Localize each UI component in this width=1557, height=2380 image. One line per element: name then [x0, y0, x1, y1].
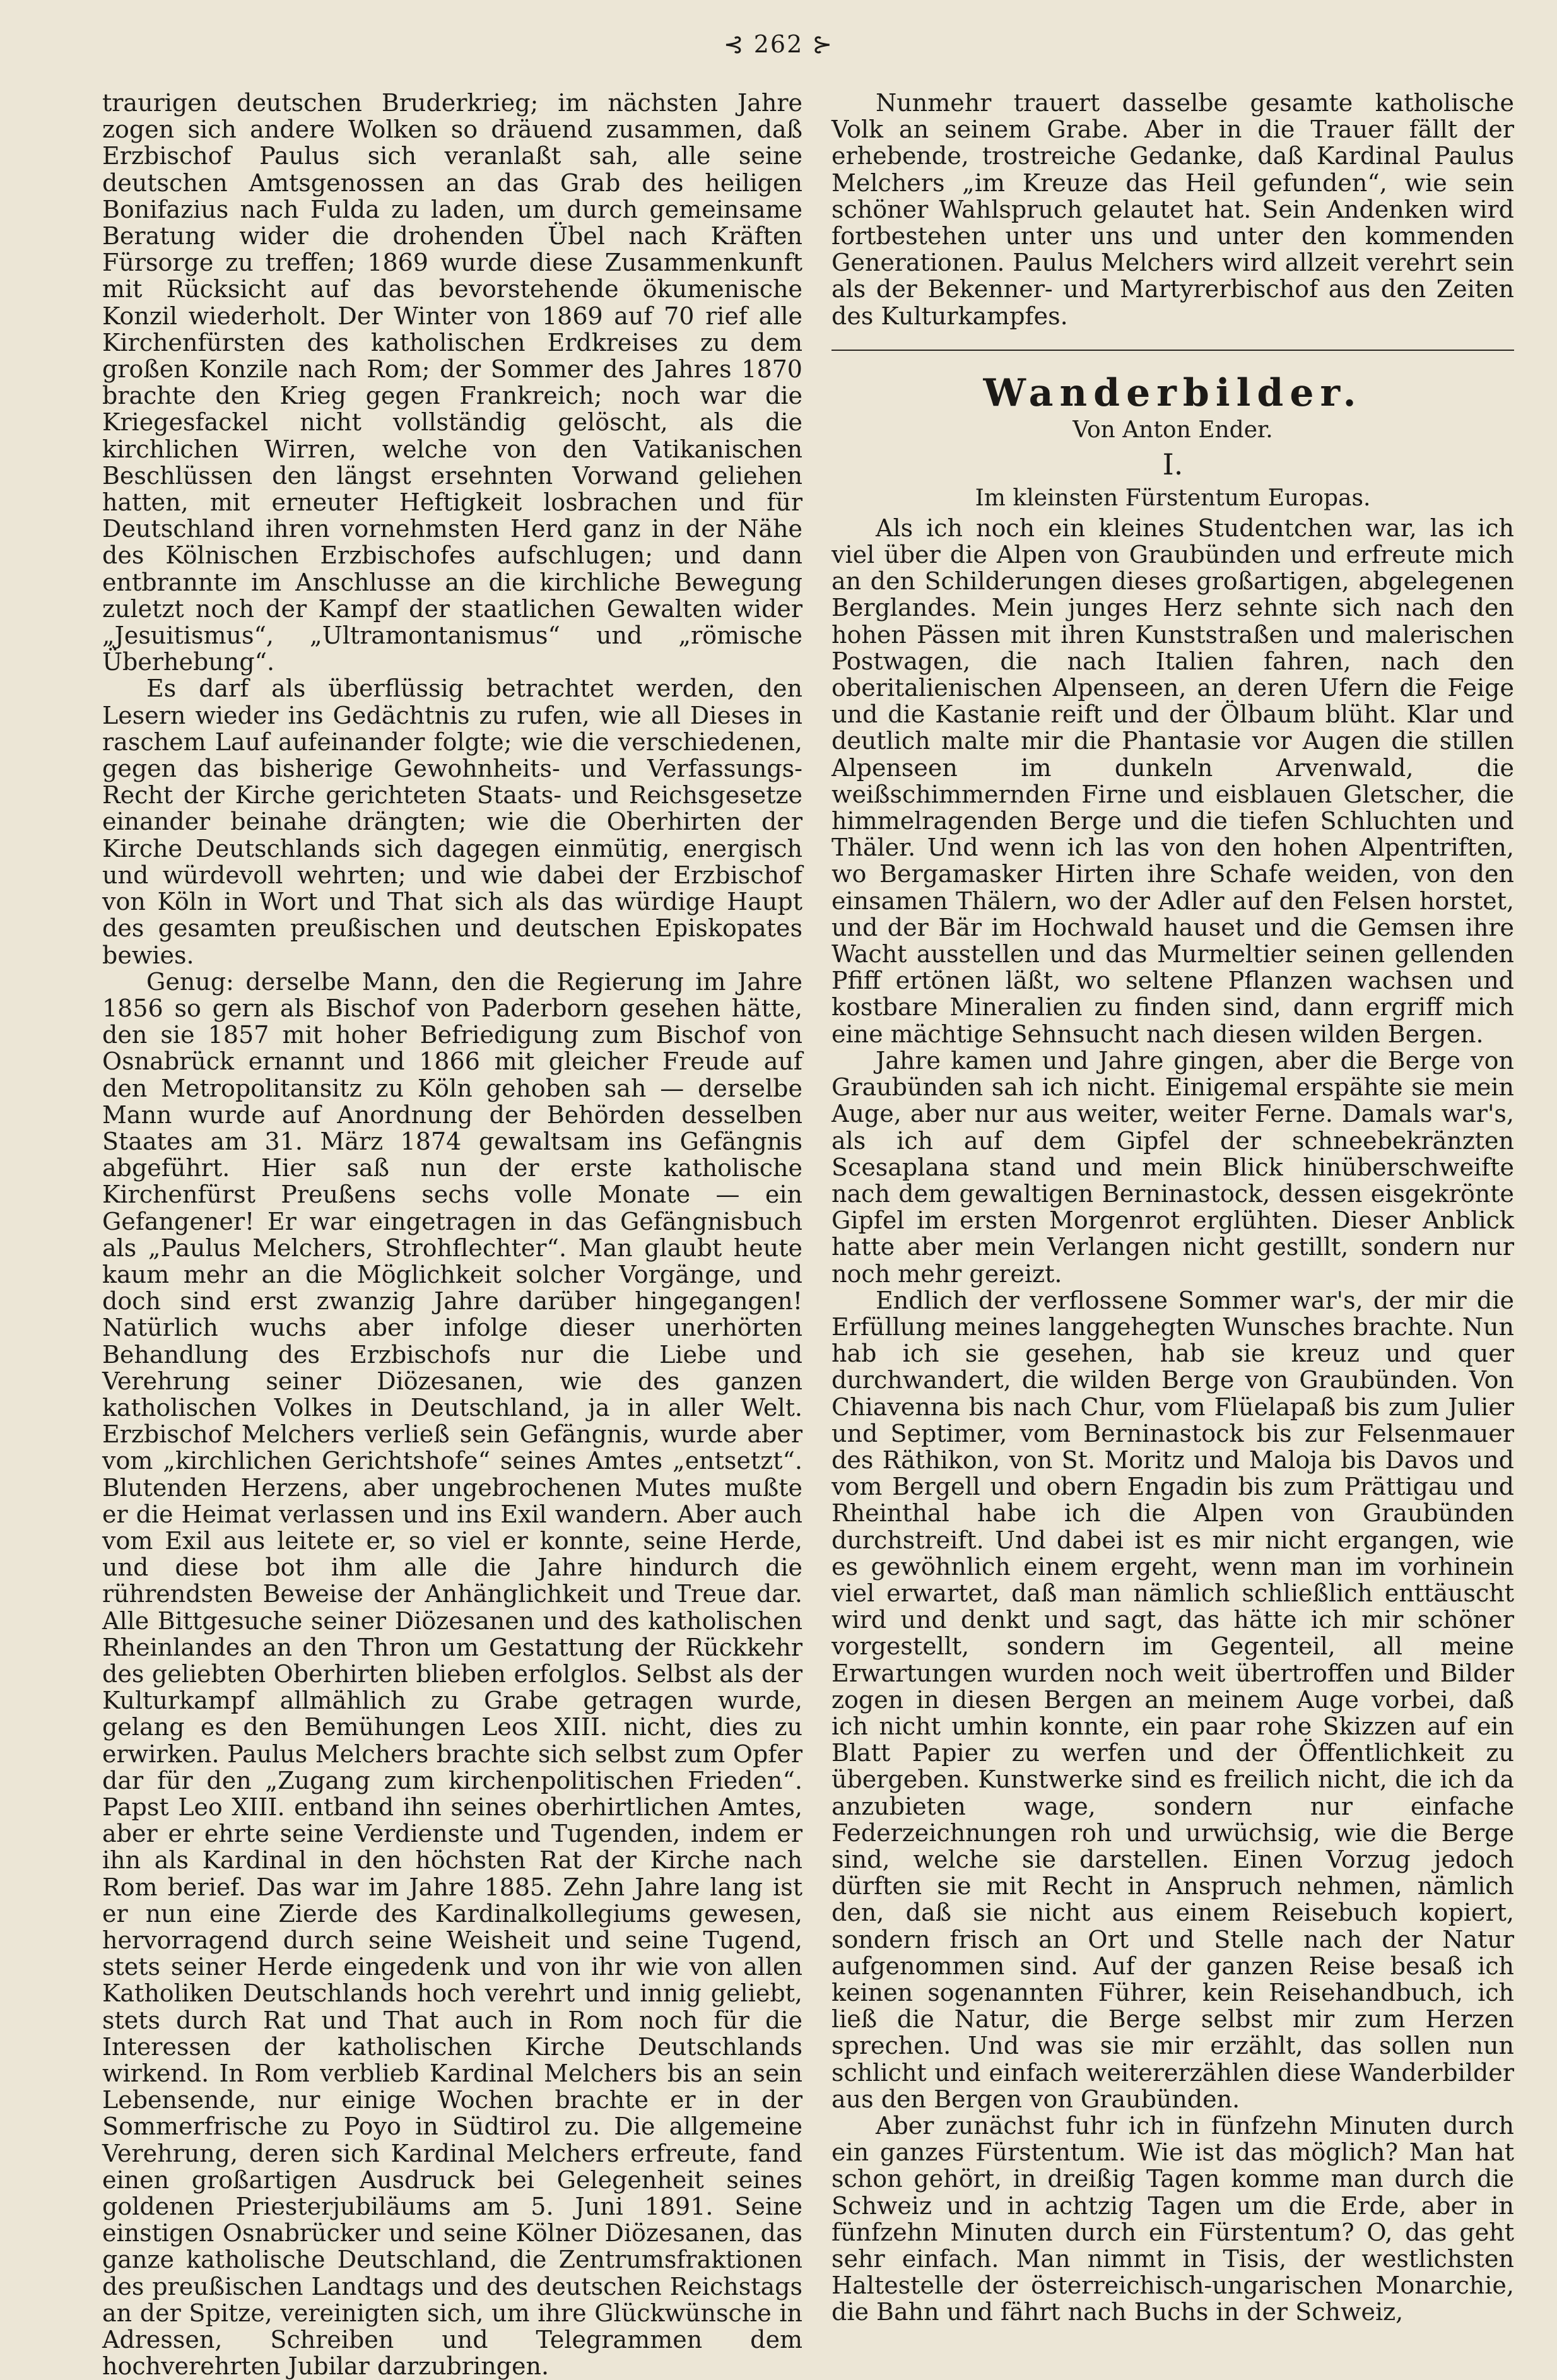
page-header: [0, 30, 1557, 58]
paragraph: Es darf als überflüssig betrachtet werden, den Lesern wieder ins Gedächtnis zu rufen, wie all Dieses in raschem Lauf aufeinander folgte; wie die verschiedenen, gegen das bisherige Gewohnheits- und Verfassungs-Recht der Kirche gerichteten Staats- und Reichsgesetze einander beinahe drängten; wie die Oberhirten der Kirche Deutschlands sich dagegen einmütig, energisch und würdevoll wehrten; und wie dabei der Erzbischof von Köln in Wort und That sich als das würdige Haupt des gesamten preußischen und deutschen Episkopates bewies.: [102, 675, 802, 969]
right-column: [831, 90, 1514, 2326]
paragraph: Als ich noch ein kleines Studentchen war, las ich viel über die Alpen von Graubünden und erfreute mich an den Schilderungen dieses großartigen, abgelegenen Berglandes. Mein junges Herz sehnte sich nach den hohen Pässen mit ihren Kunststraßen und malerischen Postwagen, die nach Italien fahren, nach den oberitalienischen Alpenseen, an deren Ufern die Feige und die Kastanie reift und der Ölbaum blüht. Klar und deutlich malte mir die Phantasie vor Augen die stillen Alpenseen im dunkeln Arvenwald, die weißschimmernden Firne und eisblauen Gletscher, die himmelragenden Berge und die tiefen Schluchten und Thäler. Und wenn ich las von den hohen Alpentriften, wo Bergamasker Hirten ihre Schafe weiden, von den einsamen Thälern, wo der Adler auf den Felsen horstet, und der Bär im Hochwald hauset und die Gemsen ihre Wacht ausstellen und das Murmeltier seinen gellenden Pfiff ertönen läßt, wo seltene Pflanzen wachsen und kostbare Mineralien zu finden sind, dann ergriff mich eine mächtige Sehnsucht nach diesen wilden Bergen.: [831, 514, 1514, 1048]
section-numeral: I.: [1162, 447, 1184, 481]
paragraph: Jahre kamen und Jahre gingen, aber die Berge von Graubünden sah ich nicht. Einigemal erspähte sie mein Auge, aber nur aus weiter, weiter Ferne. Damals war's, als ich auf dem Gipfel der schneebekränzten Scesaplana stand und mein Blick hinüberschweifte nach dem gewaltigen Berninastock, dessen eisgekrönte Gipfel im ersten Morgenrot erglühten. Dieser Anblick hatte aber mein Verlangen nicht gestillt, sondern nur noch mehr gereizt.: [831, 1046, 1514, 1288]
header-ornament-left: ⊰: [723, 30, 754, 58]
section-divider: [831, 350, 1514, 351]
paragraph: Aber zunächst fuhr ich in fünfzehn Minuten durch ein ganzes Fürstentum. Wie ist das möglich? Man hat schon gehört, in dreißig Tagen komme man durch die Schweiz und in achtzig Tagen um die Erde, aber in fünfzehn Minuten durch ein Fürstentum? O, das geht sehr einfach. Man nimmt in Tisis, der westlichsten Haltestelle der österreichisch-ungarischen Monarchie, die Bahn und fährt nach Buchs in der Schweiz,: [831, 2112, 1514, 2326]
paragraph: Genug: derselbe Mann, den die Regierung im Jahre 1856 so gern als Bischof von Paderborn gesehen hätte, den sie 1857 mit hoher Befriedigung zum Bischof von Osnabrück ernannt und 1866 mit gleicher Freude auf den Metropolitansitz zu Köln gehoben sah — derselbe Mann wurde auf Anordnung der Behörden desselben Staates am 31. März 1874 gewaltsam ins Gefängnis abgeführt. Hier saß nun der erste katholische Kirchenfürst Preußens sechs volle Monate — ein Gefangener! Er war eingetragen in das Gefängnisbuch als „Paulus Melchers, Strohflechter“. Man glaubt heute kaum mehr an die Möglichkeit solcher Vorgänge, und doch sind erst zwanzig Jahre darüber hingegangen! Natürlich wuchs aber infolge dieser unerhörten Behandlung des Erzbischofs nur die Liebe und Verehrung seiner Diözesanen, wie des ganzen katholischen Volkes in Deutschland, ja in aller Welt. Erzbischof Melchers verließ sein Gefängnis, wurde aber vom „kirchlichen Gerichtshofe“ seines Amtes „entsetzt“. Blutenden Herzens, aber ungebrochenen Mutes mußte er die Heimat verlassen und ins Exil wandern. Aber auch vom Exil aus leitete er, so viel er konnte, seine Herde, und diese bot ihm alle die Jahre hindurch die rührendsten Beweise der Anhänglichkeit und Treue dar. Alle Bittgesuche seiner Diözesanen und des katholischen Rheinlandes an den Thron um Gestattung der Rückkehr des geliebten Oberhirten blieben erfolglos. Selbst als der Kulturkampf allmählich zu Grabe getragen wurde, gelang es den Bemühungen Leos XIII. nicht, dies zu erwirken. Paulus Melchers brachte sich selbst zum Opfer dar für den „Zugang zum kirchenpolitischen Frieden“. Papst Leo XIII. entband ihn seines oberhirtlichen Amtes, aber er ehrte seine Verdienste und Tugenden, indem er ihn als Kardinal in den höchsten Rat der Kirche nach Rom berief. Das war im Jahre 1885. Zehn Jahre lang ist er nun eine Zierde des Kardinalkollegiums gewesen, hervorragend durch seine Weisheit und seine Tugend, stets seiner Herde eingedenk und von ihr wie von allen Katholiken Deutschlands hoch verehrt und innig geliebt, stets durch Rat und That auch in Rom noch für die Interessen der katholischen Kirche Deutschlands wirkend. In Rom verblieb Kardinal Melchers bis an sein Lebensende, nur einige Wochen brachte er in der Sommerfrische zu Poyo in Südtirol zu. Die allgemeine Verehrung, deren sich Kardinal Melchers erfreute, fand einen großartigen Ausdruck bei Gelegenheit seines goldenen Priesterjubiläums am 5. Juni 1891. Seine einstigen Osnabrücker und seine Kölner Diözesanen, das ganze katholische Deutschland, die Zentrumsfraktionen des preußischen Landtags und des deutschen Reichstags an der Spitze, vereinigten sich, um ihre Glückwünsche in Adressen, Schreiben und Telegrammen dem hochverehrten Jubilar darzubringen.: [102, 967, 802, 2380]
paragraph: Nunmehr trauert dasselbe gesamte katholische Volk an seinem Grabe. Aber in die Trauer fällt der erhebende, trostreiche Gedanke, daß Kardinal Paulus Melchers „im Kreuze das Heil gefunden“, wie sein schöner Wahlspruch gelautet hat. Sein Andenken wird fortbestehen unter uns und unter den kommenden Generationen. Paulus Melchers wird allzeit verehrt sein als der Bekenner- und Martyrerbischof aus den Zeiten des Kulturkampfes.: [831, 89, 1514, 330]
page-number: 262: [753, 30, 804, 58]
paragraph: Endlich der verflossene Sommer war's, der mir die Erfüllung meines langgehegten Wunsches brachte. Nun hab ich sie gesehen, hab sie kreuz und quer durchwandert, die wilden Berge von Graubünden. Von Chiavenna bis nach Chur, vom Flüelapaß bis zum Julier und Septimer, vom Berninastock bis zur Felsenmauer des Räthikon, von St. Moritz und Maloja bis Davos und vom Bergell und obern Engadin bis zum Prättigau und Rheinthal habe ich die Alpen von Graubünden durchstreift. Und dabei ist es mir nicht ergangen, wie es gewöhnlich einem ergeht, wenn man im vorhinein viel erwartet, daß man nämlich schließlich enttäuscht wird und denkt und sagt, das hätte ich mir schöner vorgestellt, sondern im Gegenteil, all meine Erwartungen wurden noch weit übertroffen und Bilder zogen in diesen Bergen an meinem Auge vorbei, daß ich nicht umhin konnte, ein paar rohe Skizzen auf ein Blatt Papier zu werfen und der Öffentlichkeit zu übergeben. Kunstwerke sind es freilich nicht, die ich da anzubieten wage, sondern nur einfache Federzeichnungen roh und urwüchsig, wie die Berge sind, welche sie darstellen. Einen Vorzug jedoch dürften sie mit Recht in Anspruch nehmen, nämlich den, daß sie nicht aus einem Reisebuch kopiert, sondern frisch an Ort und Stelle nach der Natur aufgenommen sind. Auf der ganzen Reise besaß ich keinen sogenannten Führer, kein Reisehandbuch, ich ließ die Natur, die Berge selbst mir zum Herzen sprechen. Und was sie mir erzählt, das sollen nun schlicht und einfach weitererzählen diese Wanderbilder aus den Bergen von Graubünden.: [831, 1286, 1514, 2113]
header-ornament-right: ⊱: [803, 30, 834, 58]
section-title: Im kleinsten Fürstentum Europas.: [975, 485, 1371, 511]
left-column: [102, 90, 802, 2379]
article-byline: Von Anton Ender.: [1072, 416, 1273, 443]
article-title: Wanderbilder.: [983, 370, 1363, 415]
paragraph: traurigen deutschen Bruderkrieg; im nächsten Jahre zogen sich andere Wolken so dräuend zusammen, daß Erzbischof Paulus sich veranlaßt sah, alle seine deutschen Amtsgenossen an das Grab des heiligen Bonifazius nach Fulda zu laden, um durch gemeinsame Beratung wider die drohenden Übel nach Kräften Fürsorge zu treffen; 1869 wurde diese Zusammenkunft mit Rücksicht auf das bevorstehende ökumenische Konzil wiederholt. Der Winter von 1869 auf 70 rief alle Kirchenfürsten des katholischen Erdkreises zu dem großen Konzile nach Rom; der Sommer des Jahres 1870 brachte den Krieg gegen Frankreich; noch war die Kriegesfackel nicht vollständig gelöscht, als die kirchlichen Wirren, welche von den Vatikanischen Beschlüssen den längst ersehnten Vorwand geliehen hatten, mit erneuter Heftigkeit losbrachen und für Deutschland ihren vornehmsten Herd ganz in der Nähe des Kölnischen Erzbischofes aufschlugen; und dann entbrannte im Anschlusse an die kirchliche Bewegung zuletzt noch der Kampf der staatlichen Gewalten wider „Jesuitismus“, „Ultramontanismus“ und „römische Überhebung“.: [102, 89, 802, 676]
